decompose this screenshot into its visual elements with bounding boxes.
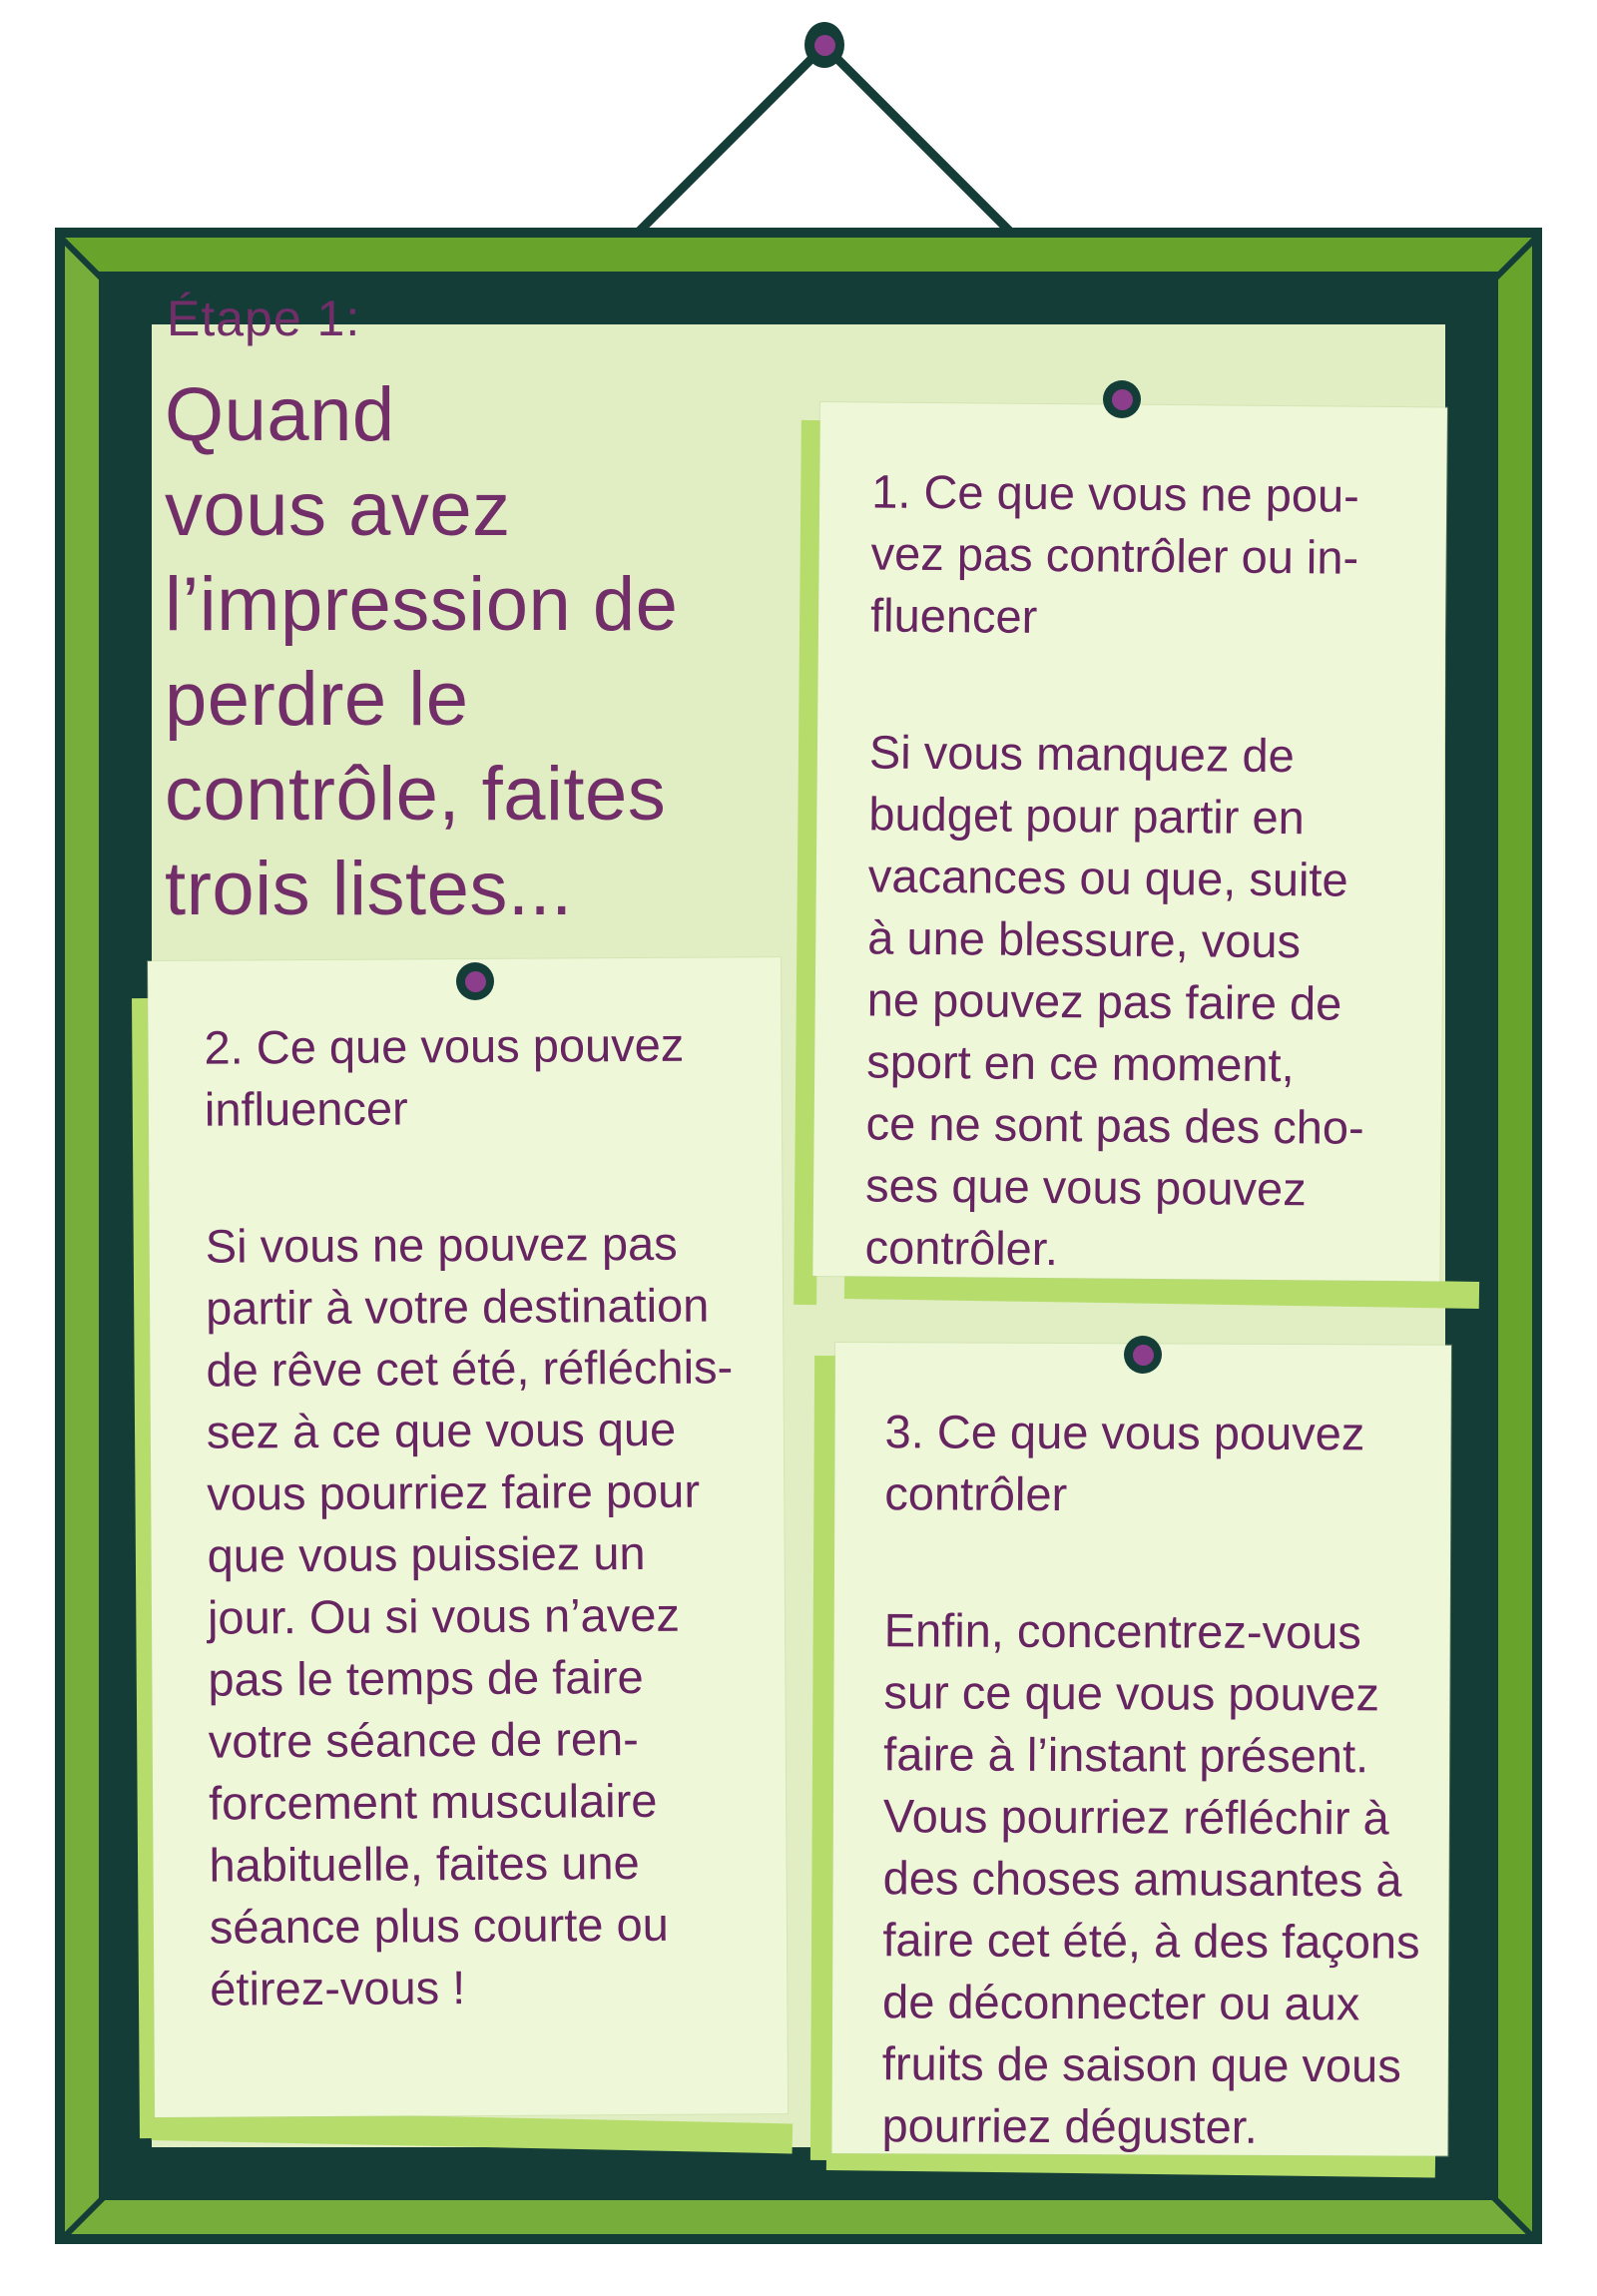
note3-pin-icon — [1124, 1336, 1162, 1374]
text-line: votre séance de ren- — [208, 1712, 640, 1768]
hanger-wire — [619, 46, 1030, 252]
note1-body — [864, 721, 1367, 1282]
text-line: contrôler. — [864, 1220, 1059, 1276]
text-line: pas le temps de faire — [208, 1649, 644, 1706]
text-line: que vous puissiez un — [207, 1525, 646, 1582]
sticky-note-1 — [812, 402, 1447, 1281]
text-line: sez à ce que vous que — [206, 1402, 677, 1458]
hanger-pin-icon — [804, 22, 844, 68]
text-line: à une blessure, vous — [867, 910, 1302, 968]
note2-text — [204, 1013, 737, 2019]
text-line: fluencer — [869, 588, 1038, 643]
text-line: 1. Ce que vous ne pou- — [870, 464, 1360, 522]
text-line: vous avez — [165, 467, 511, 552]
text-line: faire à l’instant présent. — [883, 1727, 1369, 1783]
text-line: pourriez déguster. — [881, 2098, 1258, 2153]
text-line: ce ne sont pas des cho- — [865, 1096, 1364, 1154]
text-line: contrôle, faites — [165, 752, 667, 837]
text-line: Vous pourriez réfléchir à — [882, 1789, 1389, 1845]
note1-pin-center — [1112, 389, 1133, 410]
text-line: perdre le — [165, 657, 469, 742]
poster-headline — [165, 367, 678, 936]
text-line: trois listes... — [165, 847, 573, 931]
text-line: Si vous ne pouvez pas — [205, 1216, 678, 1273]
text-line: étirez-vous ! — [210, 1961, 466, 2015]
note2-pin-center — [465, 971, 486, 992]
text-line: habituelle, faites une — [209, 1836, 640, 1892]
text-line: Enfin, concentrez-vous — [883, 1603, 1361, 1659]
text-line: influencer — [204, 1081, 408, 1136]
text-line: ses que vous pouvez — [864, 1158, 1307, 1216]
sticky-note-2 — [148, 957, 788, 2117]
sticky-note-3 — [831, 1343, 1451, 2156]
text-line: fruits de saison que vous — [881, 2036, 1401, 2092]
text-line: séance plus courte ou — [209, 1897, 669, 1954]
hanger-string — [0, 0, 1597, 260]
text-line: vous pourriez faire pour — [207, 1463, 701, 1520]
note2-body — [206, 1212, 738, 2019]
note1-text — [864, 460, 1369, 1282]
text-line: 2. Ce que vous pouvez — [204, 1017, 685, 1074]
text-line: Quand — [165, 372, 395, 457]
step-label: Étape 1: — [167, 290, 361, 346]
note1-pin-icon — [1103, 380, 1141, 418]
text-line: des choses amusantes à — [882, 1851, 1402, 1907]
note3-text — [881, 1401, 1422, 2158]
text-line: faire cet été, à des façons — [882, 1913, 1420, 1969]
text-line: budget pour partir en — [868, 787, 1305, 845]
note3-pin-center — [1133, 1345, 1154, 1366]
note2-pin-icon — [456, 962, 494, 1000]
text-line: Si vous manquez de — [868, 725, 1296, 783]
note2-title — [204, 1013, 731, 1140]
text-line: sport en ce moment, — [866, 1034, 1295, 1092]
text-line: jour. Ou si vous n’avez — [207, 1587, 681, 1644]
text-line: sur ce que vous pouvez — [883, 1665, 1380, 1721]
text-line: contrôler — [884, 1466, 1068, 1521]
text-line: l’impression de — [165, 562, 679, 647]
text-line: partir à votre destination — [205, 1278, 710, 1335]
text-line: forcement musculaire — [208, 1773, 658, 1830]
text-line: ne pouvez pas faire de — [866, 972, 1342, 1030]
hanger-pin-center — [814, 35, 835, 56]
text-line: vez pas contrôler ou in- — [870, 526, 1359, 584]
note3-title — [884, 1401, 1422, 1526]
text-line: de rêve cet été, réfléchis- — [206, 1340, 734, 1397]
text-line: 3. Ce que vous pouvez — [884, 1405, 1365, 1460]
note1-title — [870, 460, 1370, 650]
text-line: vacances ou que, suite — [867, 849, 1348, 906]
text-line: de déconnecter ou aux — [882, 1975, 1360, 2030]
note3-body — [881, 1599, 1421, 2158]
